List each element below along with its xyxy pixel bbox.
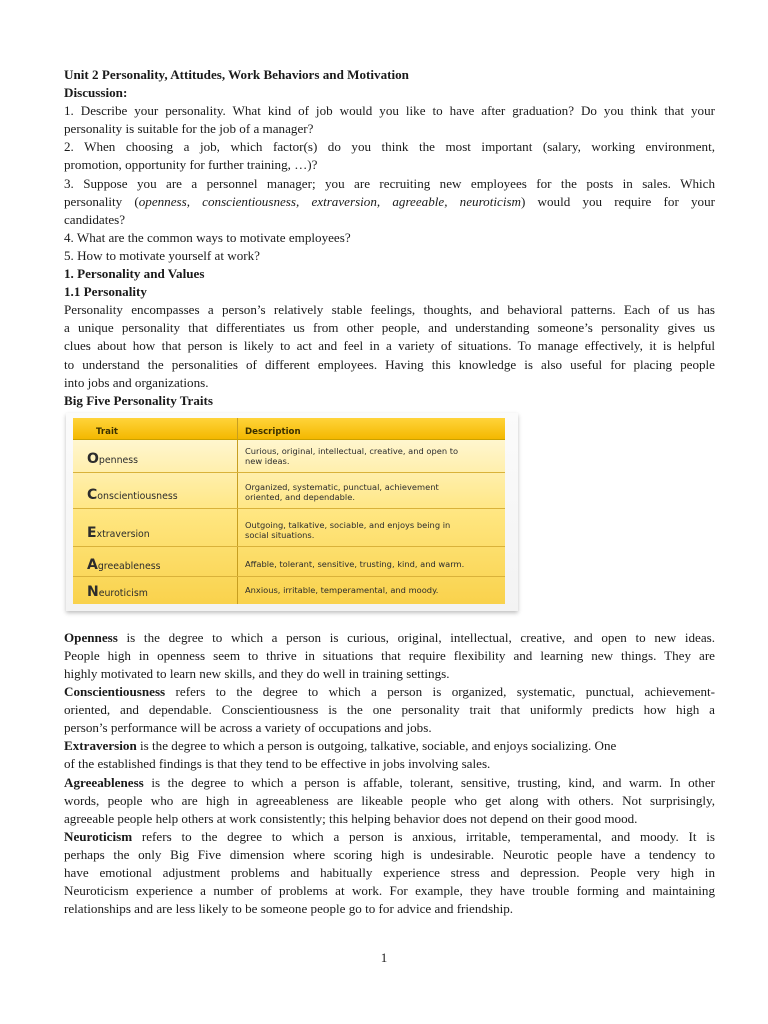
- table-header: [73, 418, 505, 440]
- table-row: [73, 577, 505, 603]
- discussion-label: Discussion:: [64, 85, 128, 101]
- intro-line: a unique personality that differentiates us from other people, and understanding someone’s personality gives us: [64, 320, 715, 336]
- q3-traits-italic: openness, conscientiousness, extraversion, agreeable, neuroticism: [138, 193, 522, 209]
- trait-description: Anxious, irritable, temperamental, and moody.: [245, 584, 439, 595]
- big-five-heading: Big Five Personality Traits: [64, 392, 213, 408]
- trait-description: Curious, original, intellectual, creative, and open to new ideas.: [245, 445, 459, 466]
- table-row: [73, 514, 505, 547]
- header-divider: [237, 418, 238, 439]
- extraversion-paragraph: Extraversion is the degree to which a person is outgoing, talkative, sociable, and enjoys socializing. One of the established findings is that they tend to be effective in jobs involving sales.: [64, 738, 617, 772]
- trait-description: Organized, systematic, punctual, achievement oriented, and dependable.: [245, 481, 439, 502]
- document-page: [64, 66, 715, 918]
- term-extraversion: Extraversion: [64, 738, 137, 754]
- discussion-questions: [64, 102, 715, 265]
- question-1-line-1: 1. Describe your personality. What kind of job would you like to have after graduation? Do you think that your: [64, 103, 715, 119]
- trait-name: Openness: [87, 450, 139, 467]
- question-3-line-3: candidates?: [64, 211, 126, 227]
- q3-pre: personality (: [64, 193, 139, 209]
- term-neuroticism: Neuroticism: [64, 828, 133, 844]
- trait-name: Conscientiousness: [87, 486, 178, 503]
- intro-line: clues about how that person is likely to act and feel in a variety of situations. To manage effectively, it is helpful: [64, 338, 715, 354]
- openness-paragraph: Openness is the degree to which a person is curious, original, intellectual, creative, and open to new ideas. People high in openness seem to thrive in situations that require flexibility and learning new things. They are highly motivated to learn new skills, and they do well in training settings.: [64, 629, 715, 681]
- term-conscientiousness: Conscientiousness: [64, 684, 166, 700]
- big-five-traits-table: [66, 413, 518, 611]
- intro-line: to understand the personalities of different employees. Having this knowledge is also useful for placing people: [64, 356, 715, 372]
- trait-description: Affable, tolerant, sensitive, trusting, kind, and warm.: [245, 558, 465, 569]
- column-header-trait: Trait: [96, 426, 119, 437]
- table-row: [73, 476, 505, 509]
- q3-post: ) would you require for your: [521, 193, 715, 209]
- question-4: 4. What are the common ways to motivate employees?: [64, 229, 351, 245]
- column-header-description: Description: [245, 426, 301, 437]
- question-2-line-1: 2. When choosing a job, which factor(s) do you think the most important (salary, working environment,: [64, 139, 715, 155]
- intro-paragraph: [64, 301, 715, 391]
- agreeableness-paragraph: Agreeableness is the degree to which a person is affable, tolerant, sensitive, trusting, kind, and warm. In other words, people who are high in agreeableness are likeable people who get along with others. Not surprisingly, agreeable people help others at work consistently; this helping behavior does not depend on their good mood.: [64, 774, 715, 826]
- trait-name: Extraversion: [87, 524, 150, 541]
- question-3-line-2: [64, 193, 715, 211]
- section-heading-personality-values: 1. Personality and Values: [64, 266, 205, 282]
- neuroticism-paragraph: Neuroticism refers to the degree to which a person is anxious, irritable, temperamental, and moody. It is perhaps the only Big Five dimension where scoring high is undesirable. Neurotic people have a tendency to have emotional adjustment problems and habitually experience stress and depression. People very high in Neuroticism experience a number of problems at work. For example, they have trouble forming and maintaining relationships and are less likely to be someone people go to for advice and friendship.: [64, 828, 715, 917]
- conscientiousness-paragraph: Conscientiousness refers to the degree to which a person is organized, systematic, punctual, achievement- oriented, and dependable. Conscientiousness is the one personality trait that uniformly predicts how high a person’s performance will be across a variety of occupations and jobs.: [64, 684, 715, 736]
- term-openness: Openness: [64, 629, 118, 645]
- trait-description: Outgoing, talkative, sociable, and enjoys being in social situations.: [245, 519, 451, 540]
- question-3-line-1: 3. Suppose you are a personnel manager; you are recruiting new employees for the posts in sales. Which: [64, 175, 715, 191]
- intro-line: into jobs and organizations.: [64, 374, 209, 390]
- page-number: 1: [380, 950, 388, 965]
- trait-name: Agreeableness: [87, 556, 161, 573]
- unit-title: Unit 2 Personality, Attitudes, Work Behaviors and Motivation: [64, 67, 409, 82]
- table-row: [73, 550, 505, 577]
- intro-line: Personality encompasses a person’s relatively stable feelings, thoughts, and behavioral patterns. Each of us has: [64, 302, 715, 318]
- table-body: [73, 440, 505, 604]
- table-row: [73, 440, 505, 473]
- question-5: 5. How to motivate yourself at work?: [64, 247, 260, 263]
- subsection-heading-personality: 1.1 Personality: [64, 284, 147, 300]
- term-agreeableness: Agreeableness: [64, 774, 144, 790]
- question-2-line-2: promotion, opportunity for further training, …)?: [64, 157, 318, 173]
- trait-name: Neuroticism: [87, 583, 148, 600]
- question-1-line-2: personality is suitable for the job of a manager?: [64, 121, 314, 137]
